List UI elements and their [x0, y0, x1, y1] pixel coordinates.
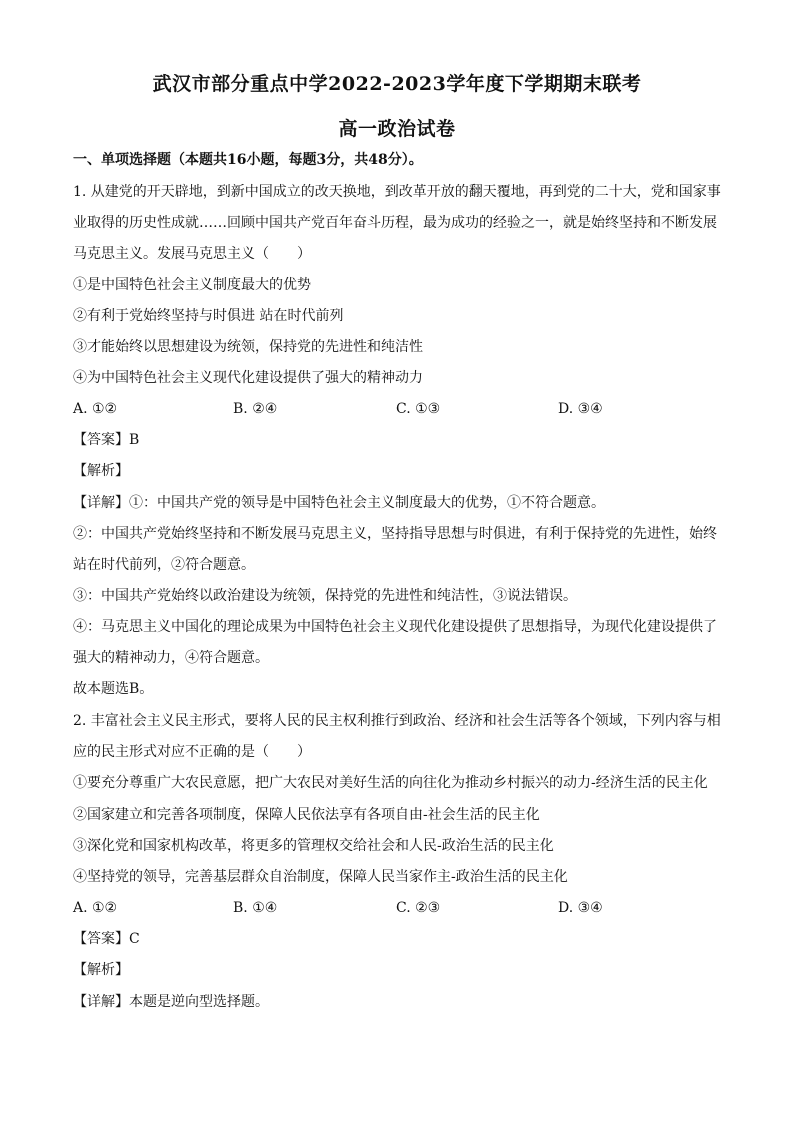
q2-stem-line-1: 2. 丰富社会主义民主形式，要将人民的民主权利推行到政治、经济和社会生活等各个领域，下列内容与相: [73, 713, 721, 729]
q1-option-c: C. ①③: [396, 401, 441, 417]
q1-stem-line-1: 1. 从建党的开天辟地，到新中国成立的改天换地，到改革开放的翻天覆地，再到党的二十大，党和国家事: [73, 184, 721, 200]
q1-analysis-label: 【解析】: [73, 463, 129, 479]
q2-item-3: ③深化党和国家机构改革，将更多的管理权交给社会和人民-政治生活的民主化: [73, 838, 554, 854]
q1-detail-line-6: 强大的精神动力，④符合题意。: [73, 650, 269, 666]
q1-item-2: ②有利于党始终坚持与时俱进 站在时代前列: [73, 308, 344, 324]
q2-analysis-label: 【解析】: [73, 962, 129, 978]
q1-option-b: B. ②④: [233, 401, 278, 417]
q1-answer: 【答案】B: [73, 432, 140, 448]
q2-stem-line-2: 应的民主形式对应不正确的是（ ）: [73, 744, 311, 760]
q2-answer: 【答案】C: [73, 931, 140, 947]
section-heading: 一、单项选择题（本题共16小题，每题3分，共48分）。: [73, 152, 423, 168]
q1-item-4: ④为中国特色社会主义现代化建设提供了强大的精神动力: [73, 370, 423, 386]
q2-option-b: B. ①④: [233, 900, 278, 916]
q2-item-4: ④坚持党的领导，完善基层群众自治制度，保障人民当家作主-政治生活的民主化: [73, 869, 568, 885]
q2-detail-line-1: 【详解】本题是逆向型选择题。: [73, 994, 269, 1010]
q2-option-d: D. ③④: [558, 900, 603, 916]
q2-option-a: A. ①②: [73, 900, 118, 916]
q1-stem-line-2: 业取得的历史性成就……回顾中国共产党百年奋斗历程，最为成功的经验之一，就是始终坚持和不断发展: [73, 215, 717, 231]
q1-option-d: D. ③④: [558, 401, 603, 417]
q1-detail-line-1: 【详解】①：中国共产党的领导是中国特色社会主义制度最大的优势，①不符合题意。: [73, 495, 605, 511]
q1-detail-line-4: ③：中国共产党始终以政治建设为统领，保持党的先进性和纯洁性，③说法错误。: [73, 588, 577, 604]
q1-stem-line-3: 马克思主义。发展马克思主义（ ）: [73, 246, 311, 262]
exam-subtitle: 高一政治试卷: [338, 118, 456, 140]
q2-item-1: ①要充分尊重广大农民意愿，把广大农民对美好生活的向往化为推动乡村振兴的动力-经济生活的民主化: [73, 775, 708, 791]
q1-item-3: ③才能始终以思想建设为统领，保持党的先进性和纯洁性: [73, 339, 423, 355]
q2-item-2: ②国家建立和完善各项制度，保障人民依法享有各项自由-社会生活的民主化: [73, 807, 540, 823]
q2-option-c: C. ②③: [396, 900, 441, 916]
q1-item-1: ①是中国特色社会主义制度最大的优势: [73, 277, 311, 293]
q1-conclusion: 故本题选B。: [73, 681, 154, 697]
q1-option-a: A. ①②: [73, 401, 118, 417]
exam-title: 武汉市部分重点中学2022-2023学年度下学期期末联考: [152, 73, 642, 95]
q1-detail-line-3: 站在时代前列，②符合题意。: [73, 557, 255, 573]
q1-detail-line-2: ②：中国共产党始终坚持和不断发展马克思主义，坚持指导思想与时俱进，有利于保持党的先进性，始终: [73, 526, 717, 542]
q1-detail-line-5: ④：马克思主义中国化的理论成果为中国特色社会主义现代化建设提供了思想指导，为现代化建设提供了: [73, 619, 717, 635]
